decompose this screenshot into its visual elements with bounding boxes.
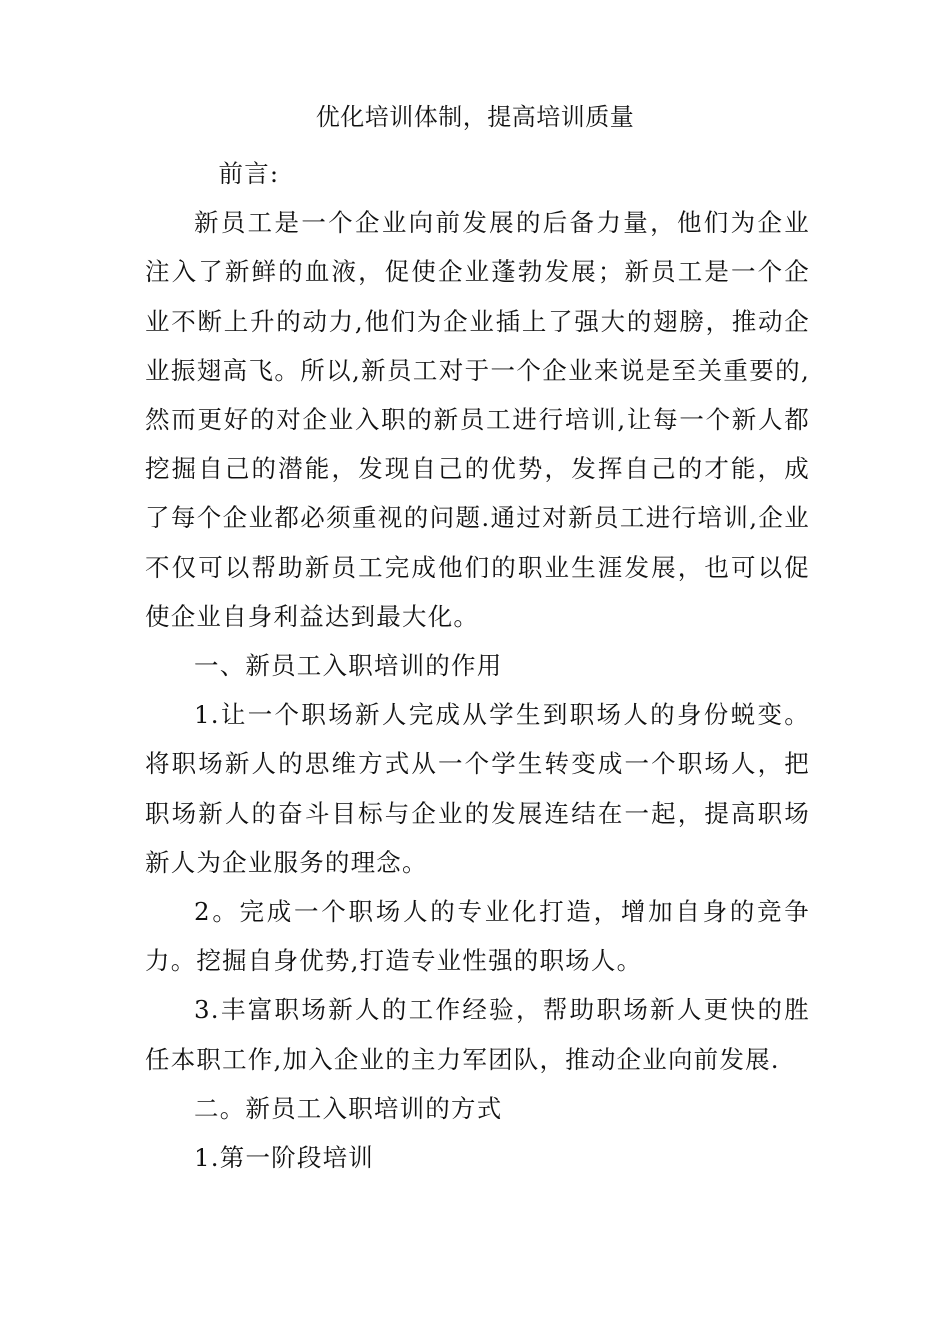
preface-heading: 前言: bbox=[218, 159, 280, 188]
section-1-item-1: 1.让一个职场新人完成从学生到职场人的身份蜕变。将职场新人的思维方式从一个学生转变成一个职场人，把职场新人的奋斗目标与企业的发展连结在一起，提高职场新人为企业服务的理念。 bbox=[145, 700, 810, 877]
document-body bbox=[145, 149, 810, 1182]
section-heading-2: 二。新员工入职培训的方式 bbox=[194, 1093, 503, 1123]
section-1-item-3: 3.丰富职场新人的工作经验，帮助职场新人更快的胜任本职工作,加入企业的主力军团队，推动企业向前发展. bbox=[145, 995, 810, 1074]
document-title: 优化培训体制，提高培训质量 bbox=[315, 103, 635, 131]
preface-paragraph: 新员工是一个企业向前发展的后备力量，他们为企业注入了新鲜的血液，促使企业蓬勃发展；新员工是一个企业不断上升的动力,他们为企业插上了强大的翅膀，推动企业振翅高飞。所以,新员工对于一个企业来说是至关重要的,然而更好的对企业入职的新员工进行培训,让每一个新人都挖掘自己的潜能，发现自己的优势，发挥自己的才能，成了每个企业都必须重视的问题.通过对新员工进行培训,企业不仅可以帮助新员工完成他们的职业生涯发展，也可以促使企业自身利益达到最大化。 bbox=[145, 208, 810, 631]
section-heading-1: 一、新员工入职培训的作用 bbox=[194, 651, 503, 681]
section-1-item-2: 2。完成一个职场人的专业化打造，增加自身的竞争力。挖掘自身优势,打造专业性强的职场人。 bbox=[145, 897, 810, 976]
section-2-item-1: 1.第一阶段培训 bbox=[194, 1143, 374, 1173]
